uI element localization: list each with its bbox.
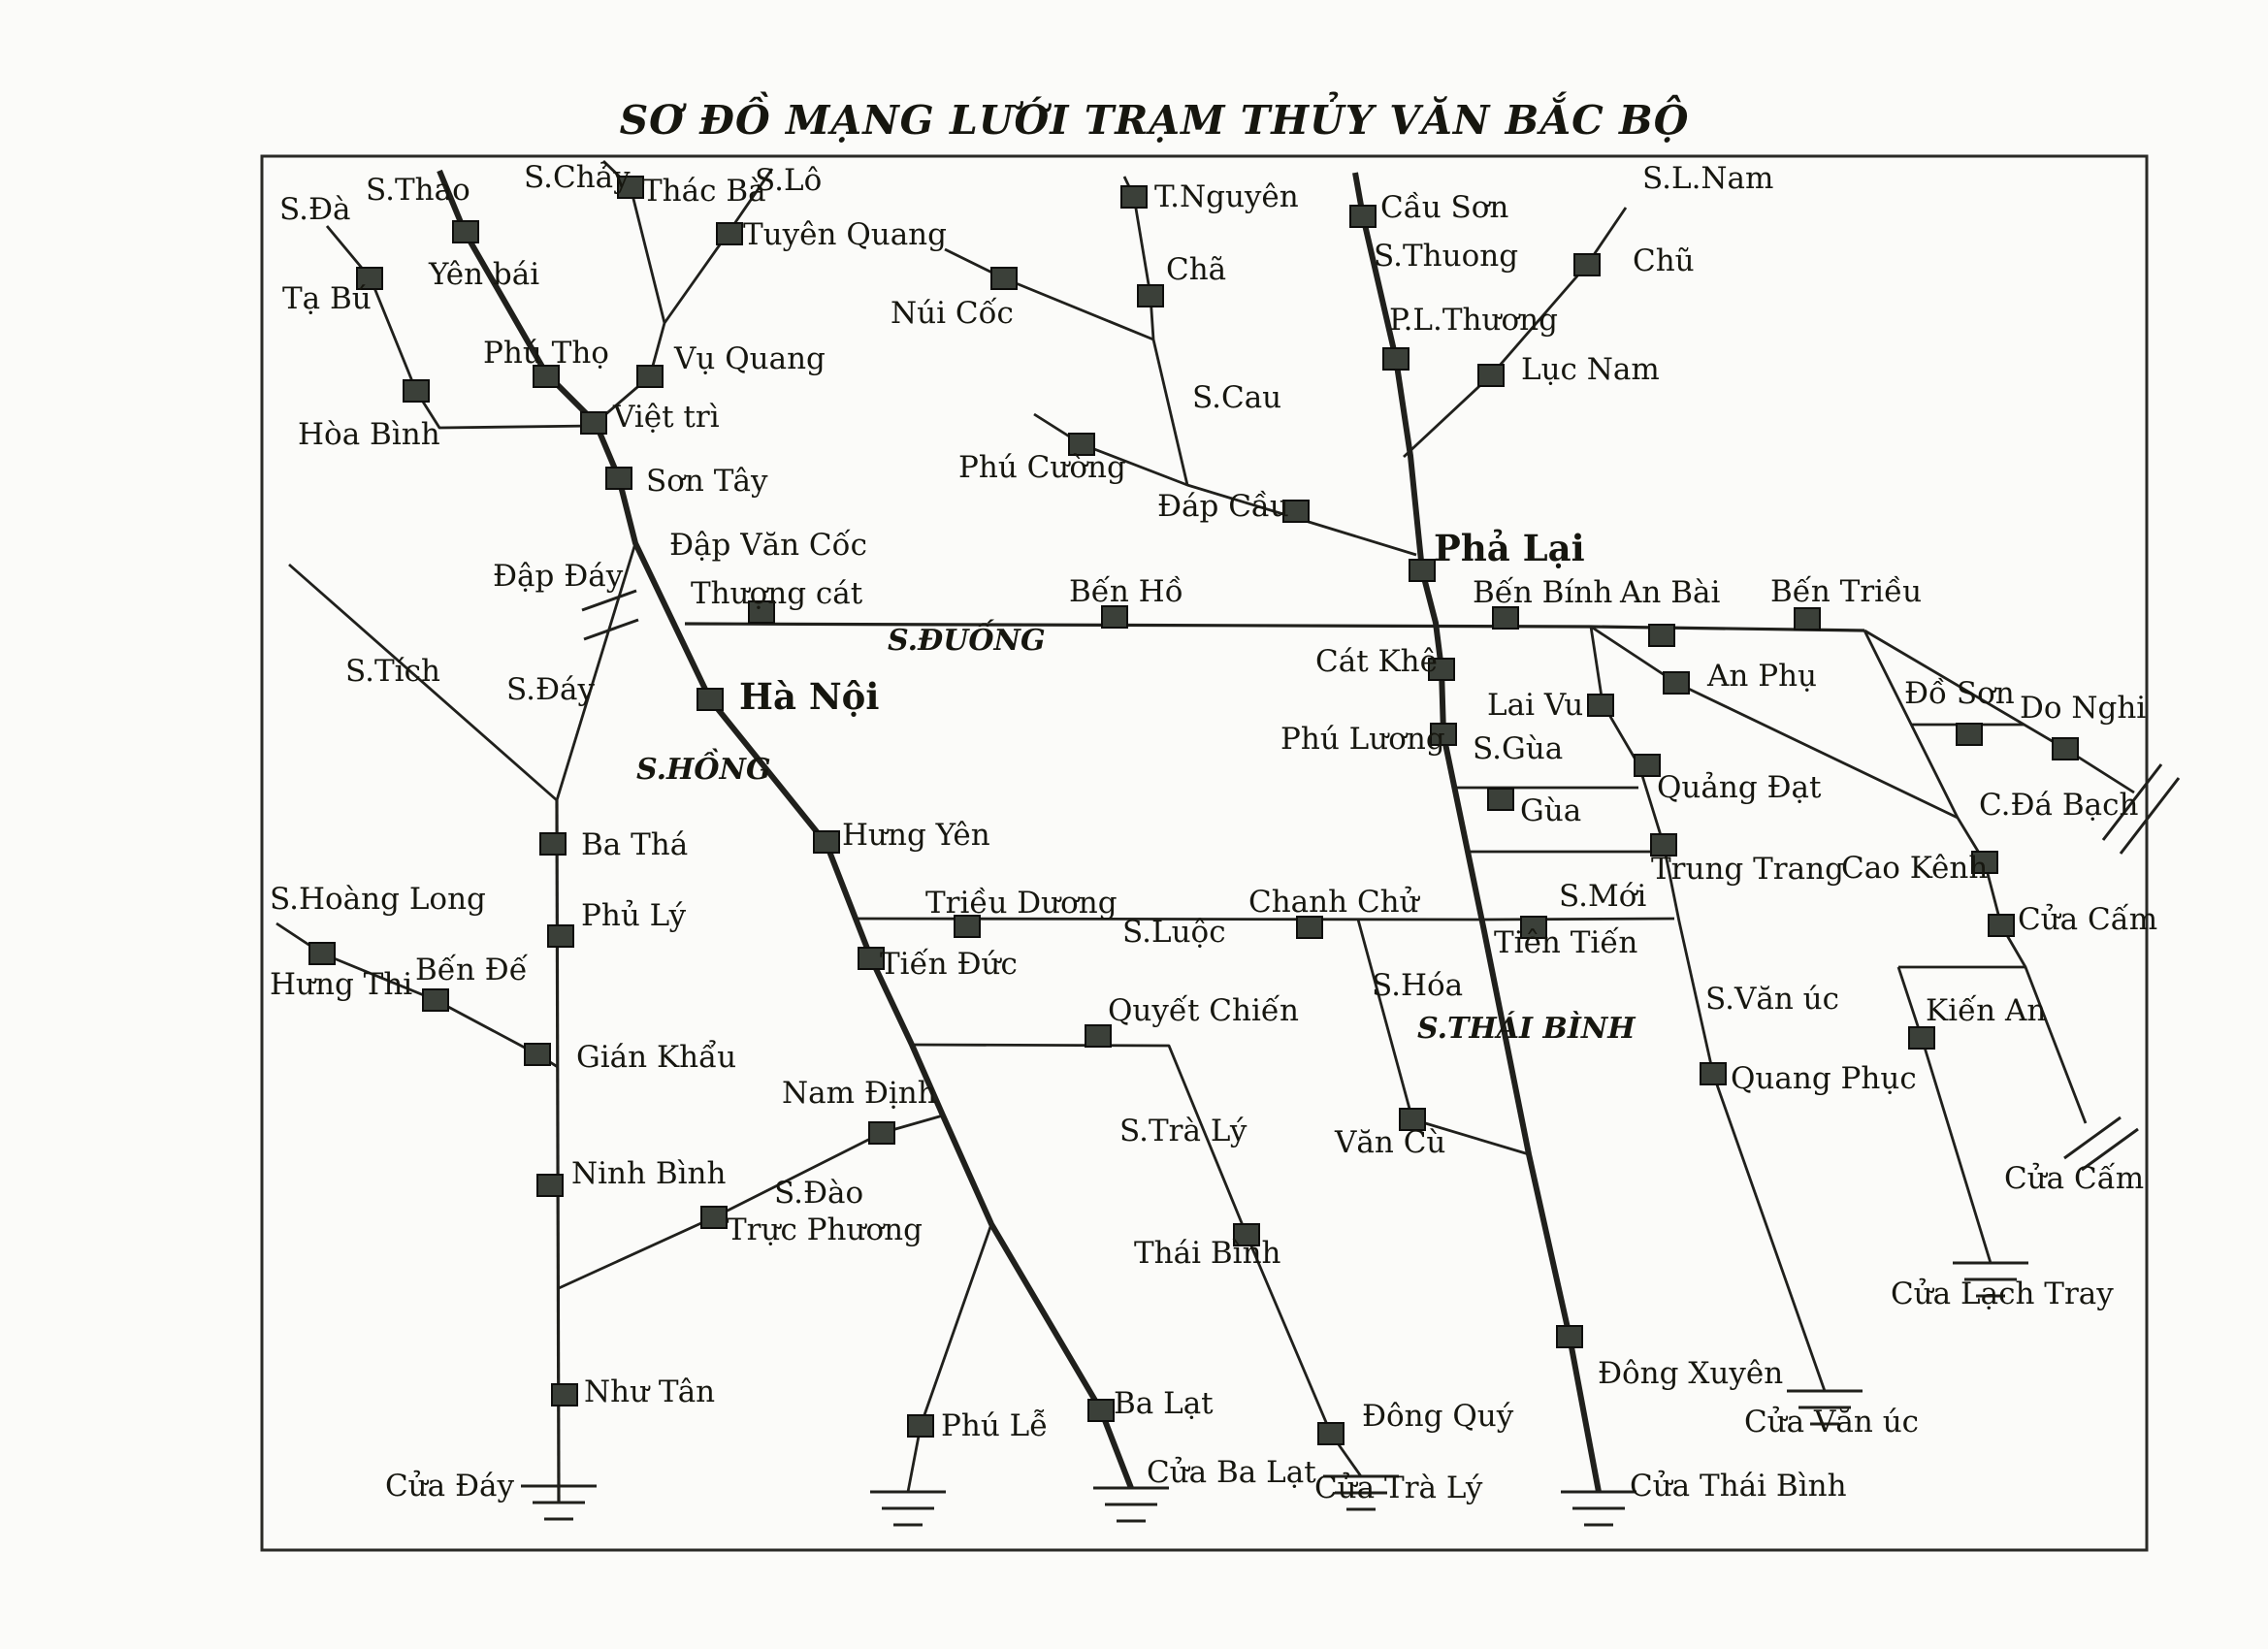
label-b-n-h-: Bến Hồ xyxy=(1069,574,1183,609)
station-marker-hung-yen xyxy=(814,831,839,853)
label-c-a-l-ch-tray: Cửa Lạch Tray xyxy=(1891,1277,2114,1311)
label-c-a-th-i-b-nh: Cửa Thái Bình xyxy=(1630,1469,1847,1504)
label-tuy-n-quang: Tuyên Quang xyxy=(743,217,947,252)
label-ph-c-ng: Phú Cường xyxy=(958,450,1126,485)
station-marker-gian-khau xyxy=(525,1044,550,1065)
label-lai-vu: Lai Vu xyxy=(1487,688,1584,723)
label-trung-trang: Trung Trang xyxy=(1651,852,1844,887)
label-ph-th-: Phú Thọ xyxy=(483,336,609,371)
station-marker-do-son xyxy=(1957,724,1982,745)
label-s-thuong: S.Thuong xyxy=(1374,239,1519,274)
label-th-ng-c-t: Thượng cát xyxy=(691,576,863,611)
label-tr-c-ph-ng: Trực Phương xyxy=(727,1212,923,1247)
station-marker-dong-xuyen xyxy=(1557,1326,1582,1347)
station-marker-chanh-chu xyxy=(1297,917,1322,938)
label-s-cau: S.Cau xyxy=(1192,380,1282,415)
label-y-n-b-i: Yên bái xyxy=(429,257,540,292)
station-marker-hoa-binh xyxy=(404,380,429,402)
station-marker-ha-noi xyxy=(697,689,723,710)
station-marker-ben-binh xyxy=(1493,607,1518,629)
label-qu-ng-t: Quảng Đạt xyxy=(1657,770,1822,805)
label-th-c-b-: Thác Bà xyxy=(642,174,766,209)
page-title: SƠ ĐỒ MẠNG LƯỚI TRẠM THỦY VĂN BẮC BỘ xyxy=(619,97,1690,144)
label-b-n-b-nh: Bến Bính xyxy=(1473,575,1613,610)
label-v-n-c-: Văn Cù xyxy=(1335,1125,1446,1160)
label-h-a-b-nh: Hòa Bình xyxy=(298,417,440,452)
station-marker-do-nghi xyxy=(2053,738,2078,760)
station-marker-viet-tri xyxy=(581,412,606,434)
label-gi-n-kh-u: Gián Khẩu xyxy=(576,1040,737,1075)
label-t-nguy-n: T.Nguyên xyxy=(1154,179,1299,214)
station-marker-an-phu xyxy=(1664,672,1689,694)
label-c-a-y: Cửa Đáy xyxy=(385,1469,515,1504)
station-marker-dong-quy xyxy=(1318,1423,1344,1444)
station-marker-kien-an xyxy=(1909,1027,1934,1049)
label-s-l-nam: S.L.Nam xyxy=(1642,161,1774,196)
station-marker-quang-phuc xyxy=(1701,1063,1726,1084)
label-s-tr-l-: S.Trà Lý xyxy=(1119,1114,1247,1148)
station-marker-tuyen-quang xyxy=(717,223,742,244)
label-c-b-ch: C.Đá Bạch xyxy=(1979,788,2139,823)
label-s-m-i: S.Mới xyxy=(1559,879,1647,914)
label-ti-n-c: Tiến Đức xyxy=(880,947,1018,982)
river-line-song-duong xyxy=(685,624,1864,630)
label-s-h-a: S.Hóa xyxy=(1372,968,1464,1003)
label--p-y: Đập Đáy xyxy=(493,559,624,594)
label--s-n: Đồ Sơn xyxy=(1904,676,2015,711)
station-marker-son-tay xyxy=(606,468,632,489)
label-s-lu-c: S.Luộc xyxy=(1122,915,1226,950)
station-marker-cau-son xyxy=(1350,206,1376,227)
station-marker-vu-quang xyxy=(637,366,663,387)
label-s-g-a: S.Gùa xyxy=(1473,731,1564,766)
label-c-u-s-n: Cầu Sơn xyxy=(1380,190,1509,225)
label-ti-n-ti-n: Tiên Tiến xyxy=(1494,925,1638,960)
label-v-quang: Vụ Quang xyxy=(674,341,826,376)
station-marker-p-l-thuong xyxy=(1383,348,1409,370)
label-c-a-v-n-c: Cửa Văn úc xyxy=(1744,1405,1920,1439)
station-marker-t-nguyen xyxy=(1121,186,1147,208)
label-s-n-t-y: Sơn Tây xyxy=(646,464,768,499)
station-marker-cua-cam-station xyxy=(1989,915,2014,936)
station-marker-gua xyxy=(1488,789,1513,810)
label-an-ph-: An Phụ xyxy=(1707,659,1817,694)
station-marker-ben-de xyxy=(423,989,448,1011)
label-s-u-ng: S.ĐUỐNG xyxy=(888,624,1046,658)
label-g-a: Gùa xyxy=(1520,793,1582,828)
label-h-n-i: Hà Nội xyxy=(739,675,880,718)
label-ba-th-: Ba Thá xyxy=(581,827,689,862)
station-marker-ba-tha xyxy=(540,833,566,855)
label-s-t-ch: S.Tích xyxy=(345,654,440,689)
label-ph-l-: Phú Lễ xyxy=(941,1408,1049,1443)
label-l-c-nam: Lục Nam xyxy=(1521,352,1660,387)
station-marker-quyet-chien xyxy=(1085,1025,1111,1047)
label-quy-t-chi-n: Quyết Chiến xyxy=(1108,993,1299,1028)
label-s-h-ng: S.HỒNG xyxy=(636,753,771,787)
label-h-ng-y-n: Hưng Yên xyxy=(842,818,990,853)
station-marker-phu-ly xyxy=(548,925,573,947)
label--p-v-n-c-c: Đập Văn Cốc xyxy=(669,528,867,563)
label-n-i-c-c: Núi Cốc xyxy=(891,296,1014,331)
label-s-v-n-c: S.Văn úc xyxy=(1705,982,1840,1017)
station-marker-truc-phuong xyxy=(701,1207,727,1228)
label-s-ho-ng-long: S.Hoàng Long xyxy=(270,882,486,917)
label-nh-t-n: Như Tân xyxy=(584,1374,716,1409)
cua-cam-mark-1 xyxy=(2064,1117,2121,1158)
station-marker-nhu-tan xyxy=(552,1384,577,1406)
label-s-thao: S.Thao xyxy=(366,173,470,208)
label-p-l-th-ng: P.L.Thương xyxy=(1389,303,1558,338)
label-vi-t-tr-: Việt trì xyxy=(613,400,720,435)
label--p-c-u: Đáp Cầu xyxy=(1157,489,1289,524)
station-marker-nui-coc xyxy=(991,268,1017,289)
station-marker-lai-vu xyxy=(1588,695,1613,716)
label-s-ch-y: S.Chảy xyxy=(524,160,631,195)
label-s-: S.Đà xyxy=(279,192,351,227)
label-ch-: Chũ xyxy=(1633,243,1695,278)
label--ng-qu-: Đông Quý xyxy=(1362,1399,1514,1434)
station-marker-nam-dinh xyxy=(869,1122,894,1144)
label-s-y: S.Đáy xyxy=(506,672,596,707)
river-line-phu-le-branch xyxy=(908,1224,991,1492)
label-s-o: S.Đào xyxy=(774,1176,864,1211)
label-tri-u-d-ng: Triều Dương xyxy=(925,886,1118,921)
station-marker-hung-thi xyxy=(309,943,335,964)
label-c-a-tr-l-: Cửa Trà Lý xyxy=(1314,1471,1483,1505)
label-cao-k-nh: Cao Kênh xyxy=(1841,851,1989,886)
dap-day-mark-1 xyxy=(582,591,636,610)
label-nam-nh: Nam Định xyxy=(782,1076,937,1111)
label-h-ng-thi: Hưng Thi xyxy=(270,967,413,1002)
label-c-a-c-m: Cửa Cấm xyxy=(2004,1161,2145,1196)
station-marker-ninh-binh xyxy=(537,1175,563,1196)
label--ng-xuy-n: Đông Xuyên xyxy=(1598,1356,1784,1391)
label-ph-l-i: Phả Lại xyxy=(1434,527,1585,569)
label-t-b-: Tạ Bú xyxy=(282,281,372,316)
label-b-n-tri-u: Bến Triều xyxy=(1770,574,1923,609)
station-marker-ba-lat xyxy=(1088,1400,1114,1421)
label-an-b-i: An Bài xyxy=(1620,575,1721,610)
label-s-th-i-b-nh: S.THÁI BÌNH xyxy=(1417,1012,1636,1046)
station-marker-an-bai xyxy=(1649,625,1674,646)
label-b-n-: Bến Đế xyxy=(415,953,528,987)
station-marker-yen-bai xyxy=(453,221,478,242)
label-chanh-ch-: Chanh Chử xyxy=(1248,885,1419,920)
label-ph-l-ng: Phú Lương xyxy=(1280,722,1445,757)
station-marker-ben-trieu xyxy=(1795,608,1820,630)
station-marker-ben-ho xyxy=(1102,606,1127,628)
label-ch-: Chã xyxy=(1166,252,1227,287)
label-c-a-ba-l-t: Cửa Ba Lạt xyxy=(1147,1455,1316,1490)
label-ki-n-an: Kiến An xyxy=(1926,993,2047,1028)
label-quang-ph-c: Quang Phục xyxy=(1731,1061,1917,1096)
label-ph-l-: Phủ Lý xyxy=(581,898,687,933)
label-c-t-kh-: Cát Khê xyxy=(1315,644,1438,679)
station-marker-luc-nam xyxy=(1478,365,1504,386)
label-s-l-: S.Lô xyxy=(755,163,823,198)
station-marker-phu-le xyxy=(908,1415,933,1437)
label-ninh-b-nh: Ninh Bình xyxy=(571,1156,727,1191)
station-marker-cha xyxy=(1138,285,1163,307)
label-c-a-c-m: Cửa Cấm xyxy=(2018,902,2158,937)
label-do-nghi: Do Nghi xyxy=(2020,691,2147,726)
station-marker-chu xyxy=(1574,254,1600,275)
label-ba-l-t: Ba Lạt xyxy=(1114,1386,1214,1421)
station-marker-pha-lai xyxy=(1409,560,1435,581)
label-th-i-b-nh: Thái Bình xyxy=(1134,1236,1281,1271)
